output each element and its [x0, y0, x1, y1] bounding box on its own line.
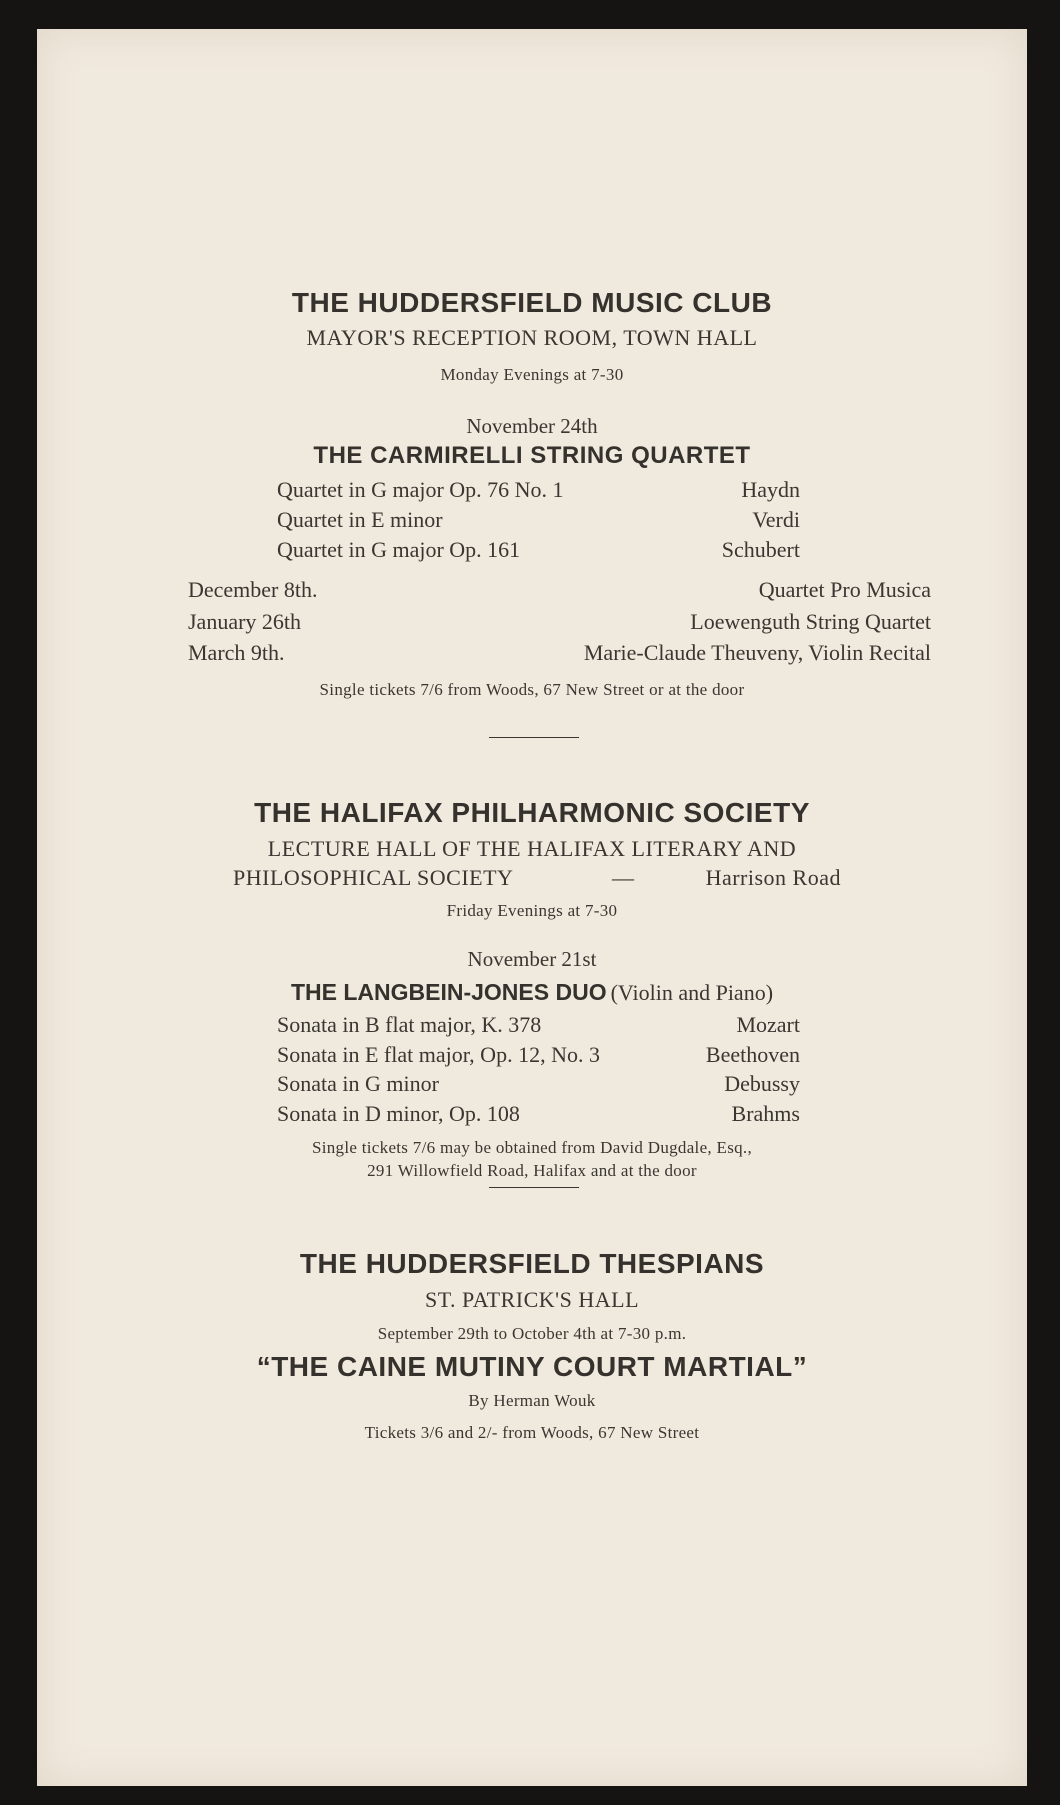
programme-sheet	[37, 29, 1027, 1786]
halifax-composer-4: Brahms	[731, 1101, 800, 1126]
halifax-time: Friday Evenings at 7-30	[446, 901, 618, 920]
halifax-road: Harrison Road	[705, 865, 841, 890]
halifax-work-2: Sonata in E flat major, Op. 12, No. 3	[277, 1042, 600, 1067]
divider-2	[489, 1187, 579, 1188]
thespians-play: “THE CAINE MUTINY COURT MARTIAL”	[256, 1351, 808, 1382]
thespians-venue: ST. PATRICK'S HALL	[424, 1287, 640, 1312]
divider-1	[489, 737, 579, 738]
club-future-event-1: Quartet Pro Musica	[758, 577, 931, 602]
club-work-3: Quartet in G major Op. 161	[277, 537, 521, 562]
club-venue: MAYOR'S RECEPTION ROOM, TOWN HALL	[306, 325, 758, 350]
club-date: November 24th	[466, 414, 598, 438]
club-future-date-2: January 26th	[188, 609, 302, 634]
thespians-author: By Herman Wouk	[468, 1391, 596, 1410]
halifax-composer-3: Debussy	[724, 1071, 800, 1096]
halifax-composer-1: Mozart	[736, 1012, 800, 1037]
club-future-event-3: Marie-Claude Theuveny, Violin Recital	[583, 640, 931, 665]
halifax-work-4: Sonata in D minor, Op. 108	[277, 1101, 520, 1126]
club-future-date-1: December 8th.	[188, 577, 318, 602]
club-time: Monday Evenings at 7-30	[440, 365, 624, 384]
halifax-work-3: Sonata in G minor	[277, 1071, 439, 1096]
club-future-event-2: Loewenguth String Quartet	[690, 609, 931, 634]
halifax-performer-line	[37, 979, 1027, 1006]
halifax-venue-line2: PHILOSOPHICAL SOCIETY	[233, 865, 514, 890]
halifax-date: November 21st	[467, 947, 597, 971]
halifax-tickets-line2: 291 Willowfield Road, Halifax and at the door	[367, 1161, 697, 1180]
halifax-work-1: Sonata in B flat major, K. 378	[277, 1012, 542, 1037]
halifax-dash: —	[612, 865, 635, 890]
thespians-dates: September 29th to October 4th at 7-30 p.m.	[377, 1324, 687, 1343]
halifax-composer-2: Beethoven	[705, 1042, 800, 1067]
halifax-title: THE HALIFAX PHILHARMONIC SOCIETY	[254, 797, 810, 828]
club-future-date-3: March 9th.	[188, 640, 285, 665]
thespians-title: THE HUDDERSFIELD THESPIANS	[299, 1248, 765, 1279]
club-composer-1: Haydn	[741, 477, 800, 502]
halifax-tickets-line1: Single tickets 7/6 may be obtained from David Dugdale, Esq.,	[311, 1138, 753, 1157]
club-performer: THE CARMIRELLI STRING QUARTET	[313, 442, 751, 469]
halifax-venue-line1: LECTURE HALL OF THE HALIFAX LITERARY AND	[267, 836, 797, 861]
halifax-performer: THE LANGBEIN-JONES DUO	[290, 979, 607, 1005]
thespians-tickets: Tickets 3/6 and 2/- from Woods, 67 New Street	[364, 1423, 700, 1442]
club-composer-3: Schubert	[721, 537, 800, 562]
club-work-2: Quartet in E minor	[277, 507, 443, 532]
club-tickets: Single tickets 7/6 from Woods, 67 New Street or at the door	[319, 680, 745, 699]
club-work-1: Quartet in G major Op. 76 No. 1	[277, 477, 564, 502]
halifax-performer-note: (Violin and Piano)	[610, 980, 774, 1005]
club-title: THE HUDDERSFIELD MUSIC CLUB	[291, 287, 773, 318]
club-composer-2: Verdi	[752, 507, 800, 532]
